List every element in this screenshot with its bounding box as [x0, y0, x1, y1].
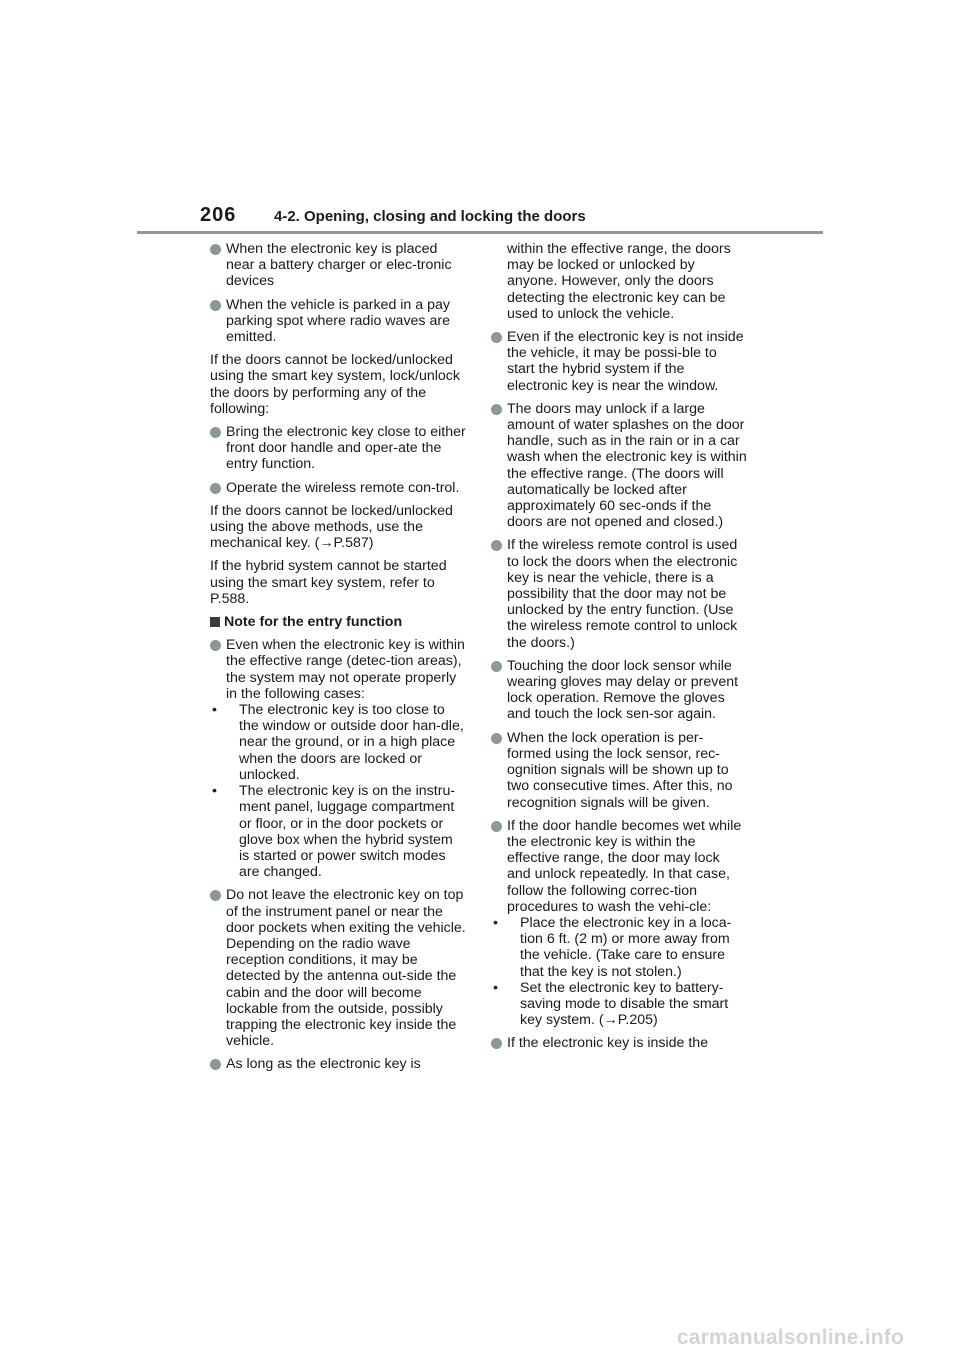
bullet-icon — [491, 821, 502, 832]
square-bullet-icon — [210, 617, 220, 627]
list-item: Even when the electronic key is within the effective range (detec-tion areas), the system may not operate properly in the following cases: • The electronic key is too close to the window or outside door han-dle, near the ground, or in a high place when the doors are locked or unlocked. • The electronic key is on the instru-ment panel, luggage compartment or floor, or in the door pockets or glove box when the hybrid system is started or power switch modes are changed. — [212, 637, 465, 881]
paragraph: If the doors cannot be locked/unlocked using the smart key system, lock/unlock the doors by performing any of the following: — [210, 352, 460, 417]
header-divider — [137, 231, 823, 234]
bullet-icon — [491, 1038, 502, 1049]
list-item: If the wireless remote control is used to lock the doors when the electronic key is near the vehicle, there is a possibility that the door may not be unlocked by the entry function. (Use the wireless remote control to unlock the doors.) — [491, 537, 747, 650]
bullet-icon — [491, 733, 502, 744]
sub-list-item: • The electronic key is too close to the window or outside door han-dle, near the ground, or in a high place when the doors are locked or unlocked. — [212, 702, 464, 783]
list-item: Touching the door lock sensor while wearing gloves may delay or prevent lock operation. Remove the gloves and touch the lock sen-sor again. — [491, 658, 747, 723]
list-item: If the door handle becomes wet while the electronic key is within the effective range, the door may lock and unlock repeatedly. In that case, follow the following correc-tion procedures to wash the vehi-cle: • Place the electronic key in a loca-tion 6 ft. (2 m) or more away from the vehicle. (Take care to ensure that the key is not stolen.) • Set the electronic key to battery-saving mode to disable the smart key system. (→P.205) — [491, 818, 747, 1029]
list-item: Even if the electronic key is not inside the vehicle, it may be possi-ble to start the hybrid system if the electronic key is near the window. — [491, 329, 747, 394]
bullet-icon — [491, 332, 502, 343]
bullet-icon — [210, 890, 221, 901]
watermark: carmanualsonline.info — [676, 1326, 904, 1349]
list-item: Do not leave the electronic key on top of the instrument panel or near the door pockets when exiting the vehicle. Depending on the radio wave reception conditions, it may be detected by the antenna out-side the cabin and the door will become lockable from the outside, possibly trapping the electronic key inside the vehicle. — [210, 887, 466, 1049]
list-item: As long as the electronic key is — [210, 1056, 466, 1072]
section-title: 4-2. Opening, closing and locking the doors — [274, 208, 586, 225]
dot-marker: • — [493, 979, 498, 996]
list-item: When the electronic key is placed near a battery charger or elec-tronic devices — [210, 241, 466, 290]
bullet-icon — [210, 483, 221, 494]
list-item: When the vehicle is parked in a pay parking spot where radio waves are emitted. — [210, 297, 466, 346]
list-item: Bring the electronic key close to either front door handle and oper-ate the entry function. — [210, 424, 466, 473]
dot-marker: • — [212, 783, 217, 800]
bullet-icon — [210, 1059, 221, 1070]
sub-list-item: • The electronic key is on the instru-ment panel, luggage compartment or floor, or in the door pockets or glove box when the hybrid system is started or power switch modes are changed. — [212, 783, 456, 881]
page-number: 206 — [200, 204, 237, 226]
bullet-icon — [491, 661, 502, 672]
list-item-continued: within the effective range, the doors may be locked or unlocked by anyone. However, only the doors detecting the electronic key can be used to unlock the vehicle. — [507, 241, 731, 322]
dot-marker: • — [493, 914, 498, 931]
bullet-icon — [210, 300, 221, 311]
list-item: When the lock operation is per-formed using the lock sensor, rec-ognition signals will be shown up to two consecutive times. After this, no recognition signals will be given. — [491, 730, 747, 811]
bullet-icon — [210, 244, 221, 255]
subsection-heading: Note for the entry function — [210, 614, 466, 630]
sub-list-item: • Place the electronic key in a loca-tion 6 ft. (2 m) or more away from the vehicle. (Take care to ensure that the key is not stolen.) — [493, 914, 732, 980]
bullet-icon — [491, 404, 502, 415]
bullet-icon — [491, 540, 502, 551]
sub-list-item: • Set the electronic key to battery-saving mode to disable the smart key system. (→P.205) — [493, 979, 729, 1029]
bullet-icon — [210, 427, 221, 438]
paragraph: If the doors cannot be locked/unlocked using the above methods, use the mechanical key. (→P.587) — [210, 502, 453, 552]
left-column — [210, 241, 466, 1080]
paragraph: If the hybrid system cannot be started using the smart key system, refer to P.588. — [210, 558, 447, 607]
list-item: If the electronic key is inside the — [491, 1035, 747, 1051]
list-item: The doors may unlock if a large amount of water splashes on the door handle, such as in the rain or in a car wash when the electronic key is within the effective range. (The doors will automatically be locked after approximately 60 sec-onds if the doors are not opened and closed.) — [491, 401, 747, 531]
dot-marker: • — [212, 702, 217, 719]
list-item: Operate the wireless remote con-trol. — [210, 480, 466, 496]
right-column — [491, 241, 747, 1059]
bullet-icon — [210, 640, 221, 651]
